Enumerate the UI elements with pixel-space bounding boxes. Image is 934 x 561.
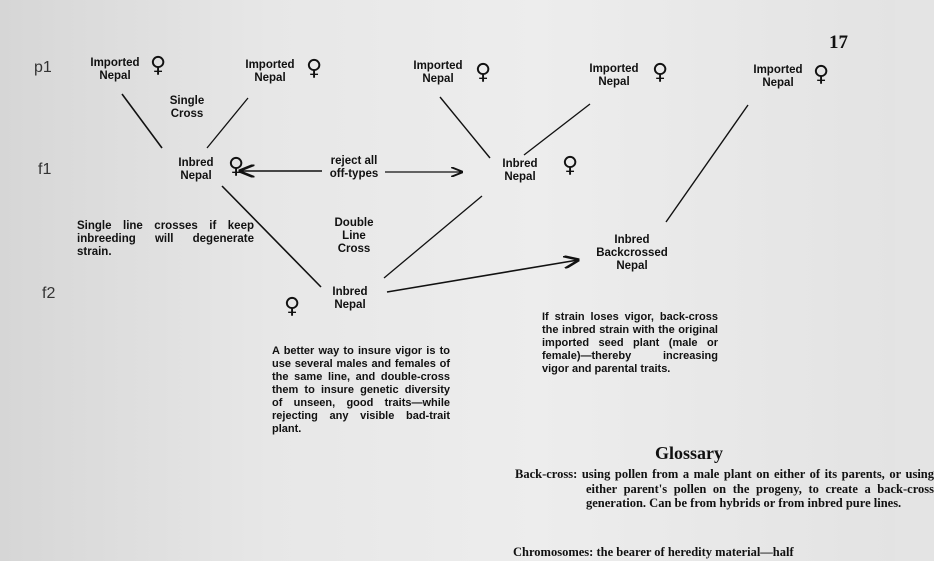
glossary-definition: the bearer of heredity material—half	[596, 545, 794, 559]
male-symbol-icon: ♀	[306, 56, 323, 81]
p1-imported-nepal-5: Imported Nepal	[753, 64, 803, 89]
f2-inbred-nepal: Inbred Nepal	[332, 286, 368, 311]
generation-label-p1: p1	[34, 59, 52, 76]
p1-imported-nepal-1: Imported Nepal	[90, 57, 140, 82]
reject-off-types-label: reject all off-types	[329, 155, 379, 180]
glossary-term: Back-cross:	[515, 467, 578, 481]
page-number: 17	[829, 32, 848, 53]
glossary-entry-chromosomes	[513, 545, 883, 560]
female-symbol-icon: ♀	[475, 60, 492, 85]
male-symbol-icon: ♀	[813, 62, 830, 87]
female-symbol-icon: ♀	[284, 294, 301, 319]
line-p1d-to-f1right	[524, 104, 590, 155]
glossary-term: Chromosomes:	[513, 545, 594, 559]
line-p1e-to-backcrossed	[666, 105, 748, 222]
male-symbol-icon: ♀	[228, 154, 245, 179]
inbred-backcrossed-nepal: Inbred Backcrossed Nepal	[596, 234, 668, 272]
glossary-title: Glossary	[655, 443, 724, 463]
arrow-f2-to-backcrossed	[387, 260, 578, 292]
f1-inbred-nepal-right: Inbred Nepal	[502, 158, 538, 183]
female-symbol-icon: ♀	[562, 153, 579, 178]
generation-label-f2: f2	[42, 285, 56, 302]
generation-label-f1: f1	[38, 161, 52, 178]
p1-imported-nepal-3: Imported Nepal	[413, 60, 463, 85]
line-f1right-to-f2	[384, 196, 482, 278]
single-line-note: Single line crosses if keep inbreeding will degenerate strain.	[77, 220, 254, 258]
vigor-note: A better way to insure vigor is to use several males and females of the same line, and double-cross them to insure genetic diversity of unseen, good traits—while rejecting any visible bad-trait plant.	[272, 345, 450, 435]
backcross-note: If strain loses vigor, back-cross the inbred strain with the original imported seed plant (male or female)—thereby increasing vigor and parental traits.	[542, 311, 718, 375]
female-symbol-icon: ♀	[150, 53, 167, 78]
glossary-entry-backcross	[515, 467, 934, 511]
glossary-definition: using pollen from a male plant on either of its parents, or using either parent's pollen on the progeny, to create a back-cross generation. Can be from hybrids or from inbred pure lines.	[581, 467, 934, 510]
male-symbol-icon: ♀	[652, 60, 669, 85]
p1-imported-nepal-4: Imported Nepal	[589, 63, 639, 88]
single-cross-label: Single Cross	[169, 95, 205, 120]
p1-imported-nepal-2: Imported Nepal	[245, 59, 295, 84]
line-p1c-to-f1right	[440, 97, 490, 158]
line-p1a-to-f1left	[122, 94, 162, 148]
double-line-cross-label: Double Line Cross	[334, 217, 374, 255]
line-p1b-to-f1left	[207, 98, 248, 148]
f1-inbred-nepal-left: Inbred Nepal	[178, 157, 214, 182]
